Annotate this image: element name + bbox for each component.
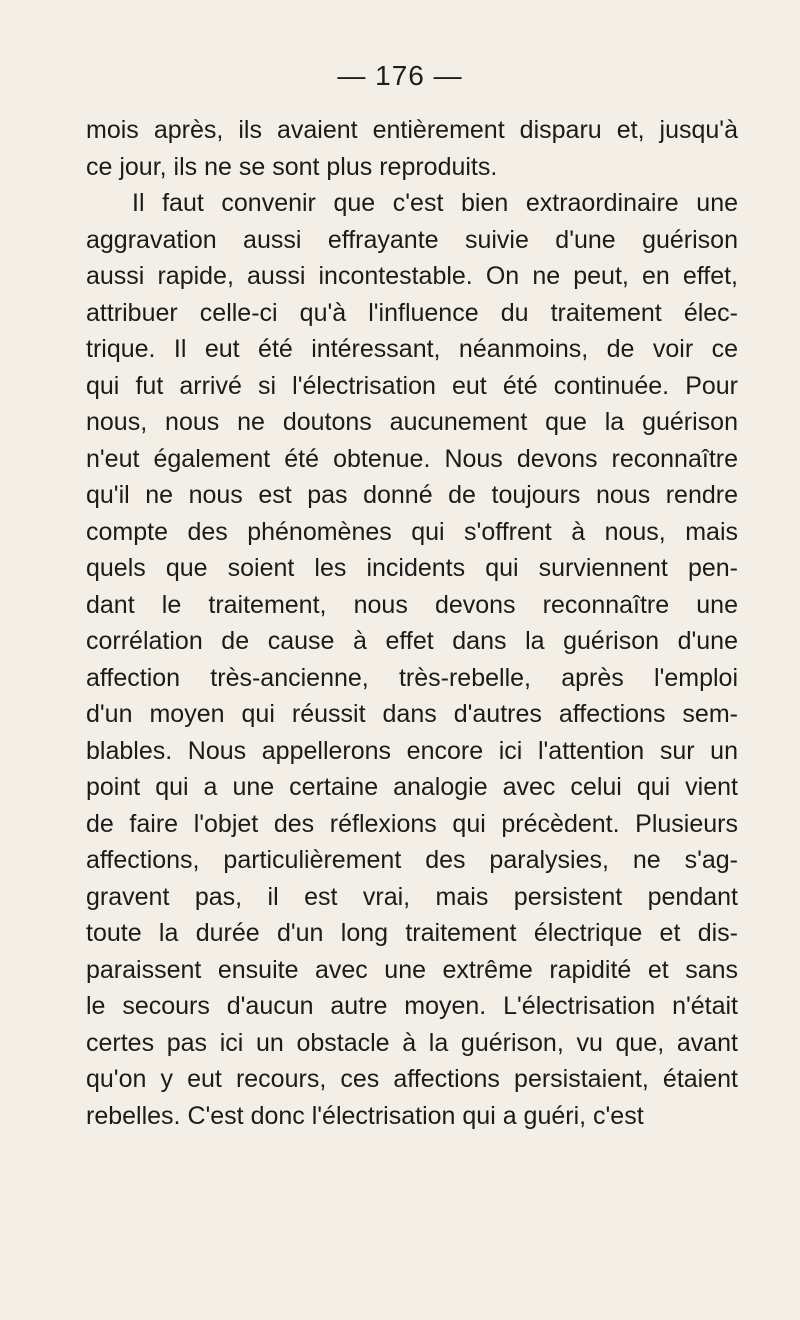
text-line: trique. Il eut été intéressant, néanmoins, de voir ce xyxy=(86,335,738,363)
text-line: dant le traitement, nous devons reconnaître une xyxy=(86,590,738,619)
text-line: ce jour, ils ne se sont plus reproduits. xyxy=(86,152,498,181)
text-line: point qui a une certaine analogie avec celui qui vient xyxy=(86,773,738,801)
text-line: de faire l'objet des réflexions qui précèdent. Plusieurs xyxy=(86,809,738,838)
text-line: n'eut également été obtenue. Nous devons reconnaître xyxy=(86,444,738,473)
text-line: blables. Nous appellerons encore ici l'attention sur un xyxy=(86,736,738,765)
text-line: aussi rapide, aussi incontestable. On ne peut, en effet, xyxy=(86,262,738,290)
text-line: qui fut arrivé si l'électrisation eut été continuée. Pour xyxy=(86,371,738,400)
text-line: mois après, ils avaient entièrement disparu et, jusqu'à xyxy=(86,116,738,144)
text-line: affection très-ancienne, très-rebelle, après l'emploi xyxy=(86,663,738,692)
text-line: quels que soient les incidents qui surviennent pen- xyxy=(86,554,738,582)
text-line: Il faut convenir que c'est bien extraordinaire une xyxy=(132,189,738,217)
text-line: attribuer celle-ci qu'à l'influence du traitement élec- xyxy=(86,298,738,327)
text-line: compte des phénomènes qui s'offrent à nous, mais xyxy=(86,517,738,546)
text-line: rebelles. C'est donc l'électrisation qui a guéri, c'est xyxy=(86,1101,644,1130)
page-number: — 176 — xyxy=(337,60,463,91)
text-line: certes pas ici un obstacle à la guérison, vu que, avant xyxy=(86,1028,738,1057)
text-line: qu'il ne nous est pas donné de toujours nous rendre xyxy=(86,481,738,509)
text-line: toute la durée d'un long traitement électrique et dis- xyxy=(86,919,738,947)
text-line: qu'on y eut recours, ces affections persistaient, étaient xyxy=(86,1065,738,1093)
text-line: paraissent ensuite avec une extrême rapidité et sans xyxy=(86,955,738,984)
text-line: nous, nous ne doutons aucunement que la guérison xyxy=(86,408,738,436)
text-line: aggravation aussi effrayante suivie d'une guérison xyxy=(86,225,738,254)
body-text xyxy=(86,112,738,1134)
text-line: le secours d'aucun autre moyen. L'électrisation n'était xyxy=(86,992,738,1020)
text-line: affections, particulièrement des paralysies, ne s'ag- xyxy=(86,846,738,874)
text-line: gravent pas, il est vrai, mais persistent pendant xyxy=(86,882,738,911)
text-line: corrélation de cause à effet dans la guérison d'une xyxy=(86,627,738,655)
text-line: d'un moyen qui réussit dans d'autres affections sem- xyxy=(86,700,738,728)
